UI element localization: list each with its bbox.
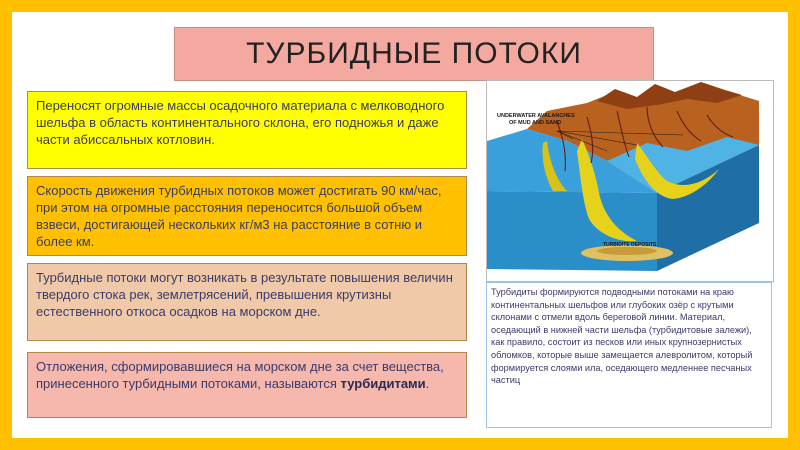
turbidite-deposit-core bbox=[597, 247, 657, 255]
text-box-causes bbox=[27, 263, 467, 341]
text-box-speed bbox=[27, 176, 467, 256]
text-box-causes-text: Турбидные потоки могут возникать в результате повышения величин твердого стока рек, землетрясений, превышения крутизны естественного откоса осадков на морском дне. bbox=[36, 270, 453, 319]
diagram-caption-text: Турбидиты формируются подводными потоками на краю континентальных шельфов или глубоких озёр с крутыми склонами с отмели вдоль береговой линии. Материал, оседающий в нижней части шельфа (турбидитовые залежи), как правило, состоит из песков или иных крупнозернистых обломков, которые выше замещается алевролитом, который формируется слоями ила, оседающего медленнее песчаных частиц bbox=[491, 287, 753, 386]
text-box-turbidites-end: . bbox=[425, 376, 430, 391]
turbidite-diagram-svg bbox=[487, 81, 773, 281]
label-deposits: TURBIDITE DEPOSITS bbox=[603, 242, 657, 248]
text-box-transport-text: Переносят огромные массы осадочного материала с мелководного шельфа в область континентального склона, его подножья и даже части абиссальных котловин. bbox=[36, 98, 445, 147]
label-avalanches-1: UNDERWATER AVALANCHES bbox=[497, 113, 575, 119]
turbidites-term: турбидитами bbox=[340, 376, 426, 391]
text-box-turbidites-text: Отложения, сформировавшиеся на морском дне за счет вещества, принесенного турбидными потоками, называются bbox=[36, 359, 444, 391]
turbidite-diagram bbox=[486, 80, 774, 282]
text-box-speed-text: Скорость движения турбидных потоков может достигать 90 км/час, при этом на огромные расстояния переносится большой объем взвеси, достигающей нескольких кг/м3 на расстояние в сотню и более км. bbox=[36, 183, 442, 249]
slide-title bbox=[174, 27, 654, 81]
label-avalanches-2: OF MUD AND SAND bbox=[509, 120, 562, 126]
text-box-transport bbox=[27, 91, 467, 169]
text-box-turbidites bbox=[27, 352, 467, 418]
diagram-caption bbox=[486, 282, 772, 428]
slide-title-text: ТУРБИДНЫЕ ПОТОКИ bbox=[246, 37, 582, 70]
